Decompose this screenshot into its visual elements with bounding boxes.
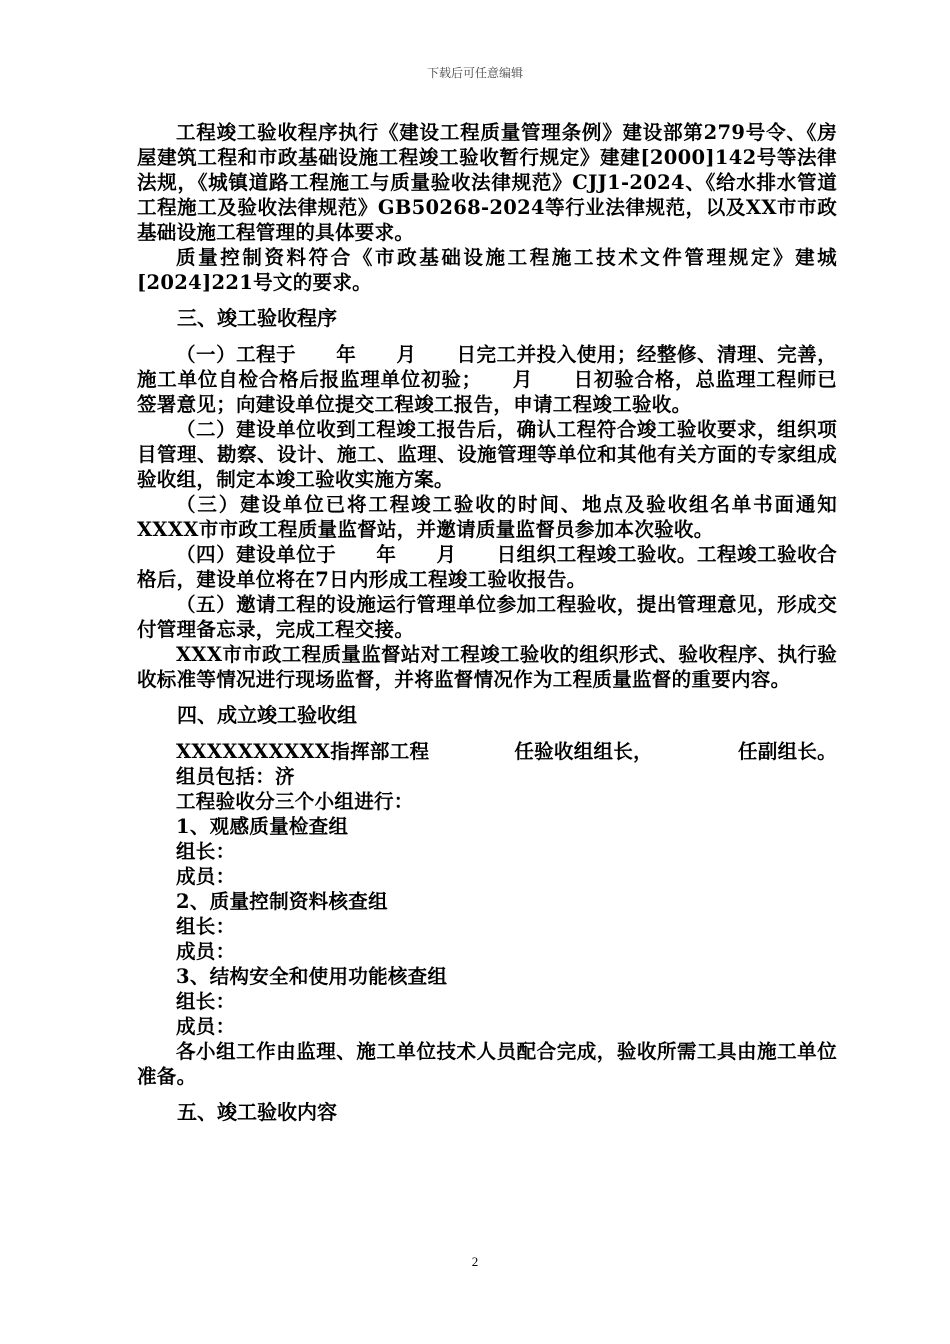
closing-paragraph: 各小组工作由监理、施工单位技术人员配合完成，验收所需工具由施工单位准备。 [137,1040,837,1088]
section-3-title: 三、竣工验收程序 [177,306,337,330]
page-number: 2 [471,1254,479,1269]
group-line: 成员： [176,1015,236,1038]
section-3-item: XXX市市政工程质量监督站对工程竣工验收的组织形式、验收程序、执行验收标准等情况进行现场监督，并将监督情况作为工程质量监督的重要内容。 [137,643,837,691]
group-line: 组长： [176,915,236,938]
group-line: 1、观感质量检查组 [176,815,349,838]
leader-line-part: 任验收组组长， [514,740,653,763]
leader-line-part: XXXXXXXXXX指挥部工程 [176,740,430,763]
section-3-item: （一）工程于 年 月 日完工并投入使用；经整修、清理、完善，施工单位自检合格后报监理单位初验； 月 日初验合格，总监理工程师已签署意见；向建设单位提交工程竣工报告，申请工程竣工验收。 [137,343,837,416]
page-header-note: 下载后可任意编辑 [426,66,523,80]
section-3-item: （四）建设单位于 年 月 日组织工程竣工验收。工程竣工验收合格后，建设单位将在7日内形成工程竣工验收报告。 [137,543,837,591]
intro-paragraph: 质量控制资料符合《市政基础设施工程施工技术文件管理规定》建城[2024]221号文的要求。 [137,246,837,294]
group-line: 成员： [176,865,236,888]
group-line: 成员： [176,940,236,963]
group-line: 3、结构安全和使用功能核查组 [176,965,448,988]
group-line: 工程验收分三个小组进行： [176,790,414,813]
document-body [137,120,837,1136]
section-3-item: （五）邀请工程的设施运行管理单位参加工程验收，提出管理意见，形成交付管理备忘录，完成工程交接。 [137,593,837,641]
group-line: 2、质量控制资料核查组 [176,890,388,913]
intro-paragraph: 工程竣工验收程序执行《建设工程质量管理条例》建设部第279号令、《房屋建筑工程和市政基础设施工程竣工验收暂行规定》建建[2000]142号等法律法规，《城镇道路工程施工与质量验收法律规范》CJJ1-2024、《给水排水管道工程施工及验收法律规范》GB50268-2024等行业法律规范，以及XX市市政基础设施工程管理的具体要求。 [137,121,837,244]
group-line: 组长： [176,990,236,1013]
section-5-title: 五、竣工验收内容 [177,1100,337,1124]
group-line: 组长： [176,840,236,863]
group-line: 组员包括：济 [176,765,295,788]
section-3-item: （二）建设单位收到工程竣工报告后，确认工程符合竣工验收要求，组织项目管理、勘察、设计、施工、监理、设施管理等单位和其他有关方面的专家组成验收组，制定本竣工验收实施方案。 [137,418,837,491]
leader-line-part: 任副组长。 [737,740,837,763]
section-3-item: （三）建设单位已将工程竣工验收的时间、地点及验收组名单书面通知XXXX市市政工程质量监督站，并邀请质量监督员参加本次验收。 [137,493,837,541]
leader-line [137,739,837,764]
section-4-title: 四、成立竣工验收组 [177,703,357,727]
